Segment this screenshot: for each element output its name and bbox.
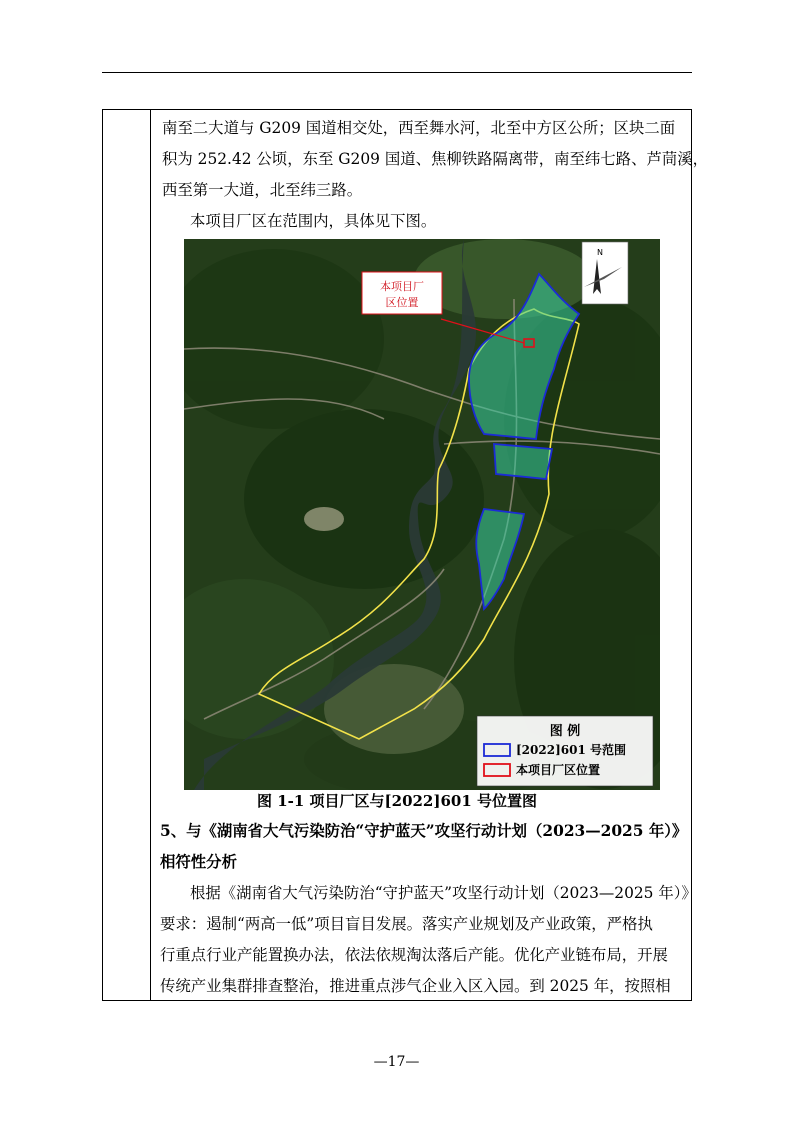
section5-para-4: 传统产业集群排查整治，推进重点涉气企业入区入园。到 2025 年，按照相 [160,977,671,995]
legend-blue-label: [2022]601 号范围 [516,743,626,757]
page-number: —17— [373,1054,420,1070]
north-arrow-icon [582,242,628,304]
figure-caption: 图 1-1 项目厂区与[2022]601 号位置图 [256,792,538,810]
header-rule [102,72,692,73]
satellite-map-figure [184,239,660,790]
callout-text-1: 本项目厂 [380,280,424,293]
compass-label: N [597,248,603,257]
section5-heading-1: 5、与《湖南省大气污染防治“守护蓝天”攻坚行动计划（2023—2025 年）》 [160,822,688,840]
section5-para-2: 要求：遏制“两高一低”项目盲目发展。落实产业规划及产业政策，严格执 [160,915,653,933]
satellite-map [184,239,660,790]
body-line-4: 本项目厂区在范围内，具体见下图。 [190,212,437,230]
map-legend [477,716,653,786]
table-column-divider [150,109,151,1001]
legend-title: 图 例 [549,724,581,739]
section5-heading-2: 相符性分析 [160,853,237,871]
callout-text-2: 区位置 [385,296,419,309]
section5-para-3: 行重点行业产能置换办法，依法依规淘汰落后产能。优化产业链布局，开展 [160,946,668,964]
body-line-3: 西至第一大道，北至纬三路。 [162,181,363,199]
zone-one-south [494,444,552,479]
legend-red-label: 本项目厂区位置 [516,763,601,777]
body-line-2: 积为 252.42 公顷，东至 G209 国道、焦柳铁路隔离带，南至纬七路、芦茼溪， [162,150,709,168]
body-line-1: 南至二大道与 G209 国道相交处，西至舞水河，北至中方区公所；区块二面 [162,119,676,137]
section5-para-1: 根据《湖南省大气污染防治“守护蓝天”攻坚行动计划（2023—2025 年）》 [190,884,697,902]
